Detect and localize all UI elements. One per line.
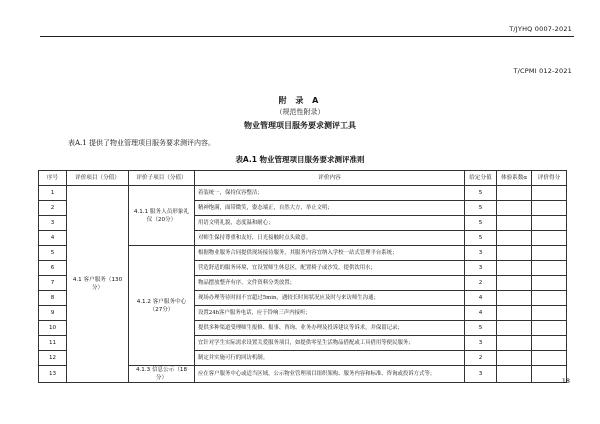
header-subitem: 评价子项目（分值）: [129, 171, 195, 186]
header-rule: [40, 36, 574, 37]
result-cell: [532, 231, 567, 246]
row-number: 2: [39, 201, 67, 216]
coef-cell: [497, 351, 532, 366]
score-cell: 5: [465, 186, 497, 201]
row-number: 3: [39, 216, 67, 231]
result-cell: [532, 351, 567, 366]
content-cell: 用语文明礼貌，态度温和耐心；: [195, 216, 465, 231]
score-cell: 3: [465, 246, 497, 261]
evaluation-table: [38, 170, 567, 383]
coef-cell: [497, 336, 532, 351]
coef-cell: [497, 231, 532, 246]
row-number: 10: [39, 321, 67, 336]
coef-cell: [497, 216, 532, 231]
content-cell: 宜针对学生实际需求设置关爱服务项目，如提供零星生活物品借配或工具借用等便民服务；: [195, 336, 465, 351]
row-number: 8: [39, 291, 67, 306]
content-cell: 精神饱满，面带微笑，姿态端正，自然大方，举止文明；: [195, 201, 465, 216]
row-number: 9: [39, 306, 67, 321]
result-cell: [532, 276, 567, 291]
header-item: 评价项目（分值）: [67, 171, 129, 186]
standard-code-1: T/JYHQ 0007-2021: [509, 25, 572, 33]
score-cell: 4: [465, 306, 497, 321]
coef-cell: [497, 261, 532, 276]
coef-cell: [497, 306, 532, 321]
result-cell: [532, 216, 567, 231]
page-number: 18: [561, 377, 570, 385]
score-cell: 5: [465, 216, 497, 231]
content-cell: 提供多种渠道受理师生报修、报事、咨询、业务办理及投诉建议等诉求，并保留记录；: [195, 321, 465, 336]
header-content: 评价内容: [195, 171, 465, 186]
content-cell: 物品摆放整齐有序，文件资料分类放置；: [195, 276, 465, 291]
row-number: 5: [39, 246, 67, 261]
row-number: 4: [39, 231, 67, 246]
row-number: 12: [39, 351, 67, 366]
content-cell: 根据物业服务合同提供现场接待服务，其服务内容宜纳入学校一站式管理平台系统；: [195, 246, 465, 261]
result-cell: [532, 306, 567, 321]
result-cell: [532, 291, 567, 306]
result-cell: [532, 201, 567, 216]
header-result: 评价得分: [532, 171, 567, 186]
result-cell: [532, 186, 567, 201]
table-caption: 表A.1 物业管理项目服务要求测评准则: [235, 155, 365, 164]
score-cell: 5: [465, 321, 497, 336]
category-cell: 4.1 客户服务（130分）: [67, 186, 129, 383]
score-cell: 2: [465, 276, 497, 291]
coef-cell: [497, 201, 532, 216]
content-cell: 应在客户服务中心或适当区域，公示物业管理项目组织架构、服务内容和标准、咨询或投诉方式等；: [195, 366, 465, 383]
coef-cell: [497, 246, 532, 261]
header-score: 给定分值: [465, 171, 497, 186]
content-cell: 制定并实施可行的回访机制。: [195, 351, 465, 366]
score-cell: 2: [465, 351, 497, 366]
coef-cell: [497, 321, 532, 336]
score-cell: 3: [465, 366, 497, 383]
score-cell: 5: [465, 201, 497, 216]
result-cell: [532, 261, 567, 276]
appendix-subtitle: （规范性附录）: [275, 108, 325, 116]
score-cell: 5: [465, 231, 497, 246]
row-number: 11: [39, 336, 67, 351]
row-number: 7: [39, 276, 67, 291]
subitem-cell: 4.1.3 信息公示（18分）: [129, 366, 195, 383]
row-number: 13: [39, 366, 67, 383]
result-cell: [532, 321, 567, 336]
standard-code-2: T/CPMI 012-2021: [513, 67, 572, 75]
subitem-cell: 4.1.2 客户服务中心（27分）: [129, 246, 195, 366]
content-cell: 着装统一，保持仪容整洁；: [195, 186, 465, 201]
coef-cell: [497, 186, 532, 201]
header-coef: 体验系数α: [497, 171, 532, 186]
table-row: [39, 186, 567, 201]
coef-cell: [497, 276, 532, 291]
row-number: 1: [39, 186, 67, 201]
score-cell: 3: [465, 261, 497, 276]
score-cell: 4: [465, 291, 497, 306]
content-cell: 营造舒适的服务环境，宜设置师生休息区，配置椅子或沙发，提供饮用水；: [195, 261, 465, 276]
subitem-cell: 4.1.1 服务人员形象礼仪（20分）: [129, 186, 195, 246]
result-cell: [532, 246, 567, 261]
row-number: 6: [39, 261, 67, 276]
content-cell: 现场办理等待时间不宜超过5min，遇较长时间状况应及时与来访师生沟通；: [195, 291, 465, 306]
coef-cell: [497, 366, 532, 383]
appendix-title: 附 录 A: [278, 96, 322, 105]
intro-text: 表A.1 提供了物业管理项目服务要求测评内容。: [68, 139, 215, 147]
content-cell: 设置24h客户服务电话，应于铃响三声内接听；: [195, 306, 465, 321]
header-no: 序号: [39, 171, 67, 186]
table-header-row: [39, 171, 567, 186]
appendix-name: 物业管理项目服务要求测评工具: [244, 121, 356, 130]
coef-cell: [497, 291, 532, 306]
score-cell: 3: [465, 336, 497, 351]
content-cell: 对师生保持尊重和友好，日光接触时点头致意。: [195, 231, 465, 246]
result-cell: [532, 336, 567, 351]
